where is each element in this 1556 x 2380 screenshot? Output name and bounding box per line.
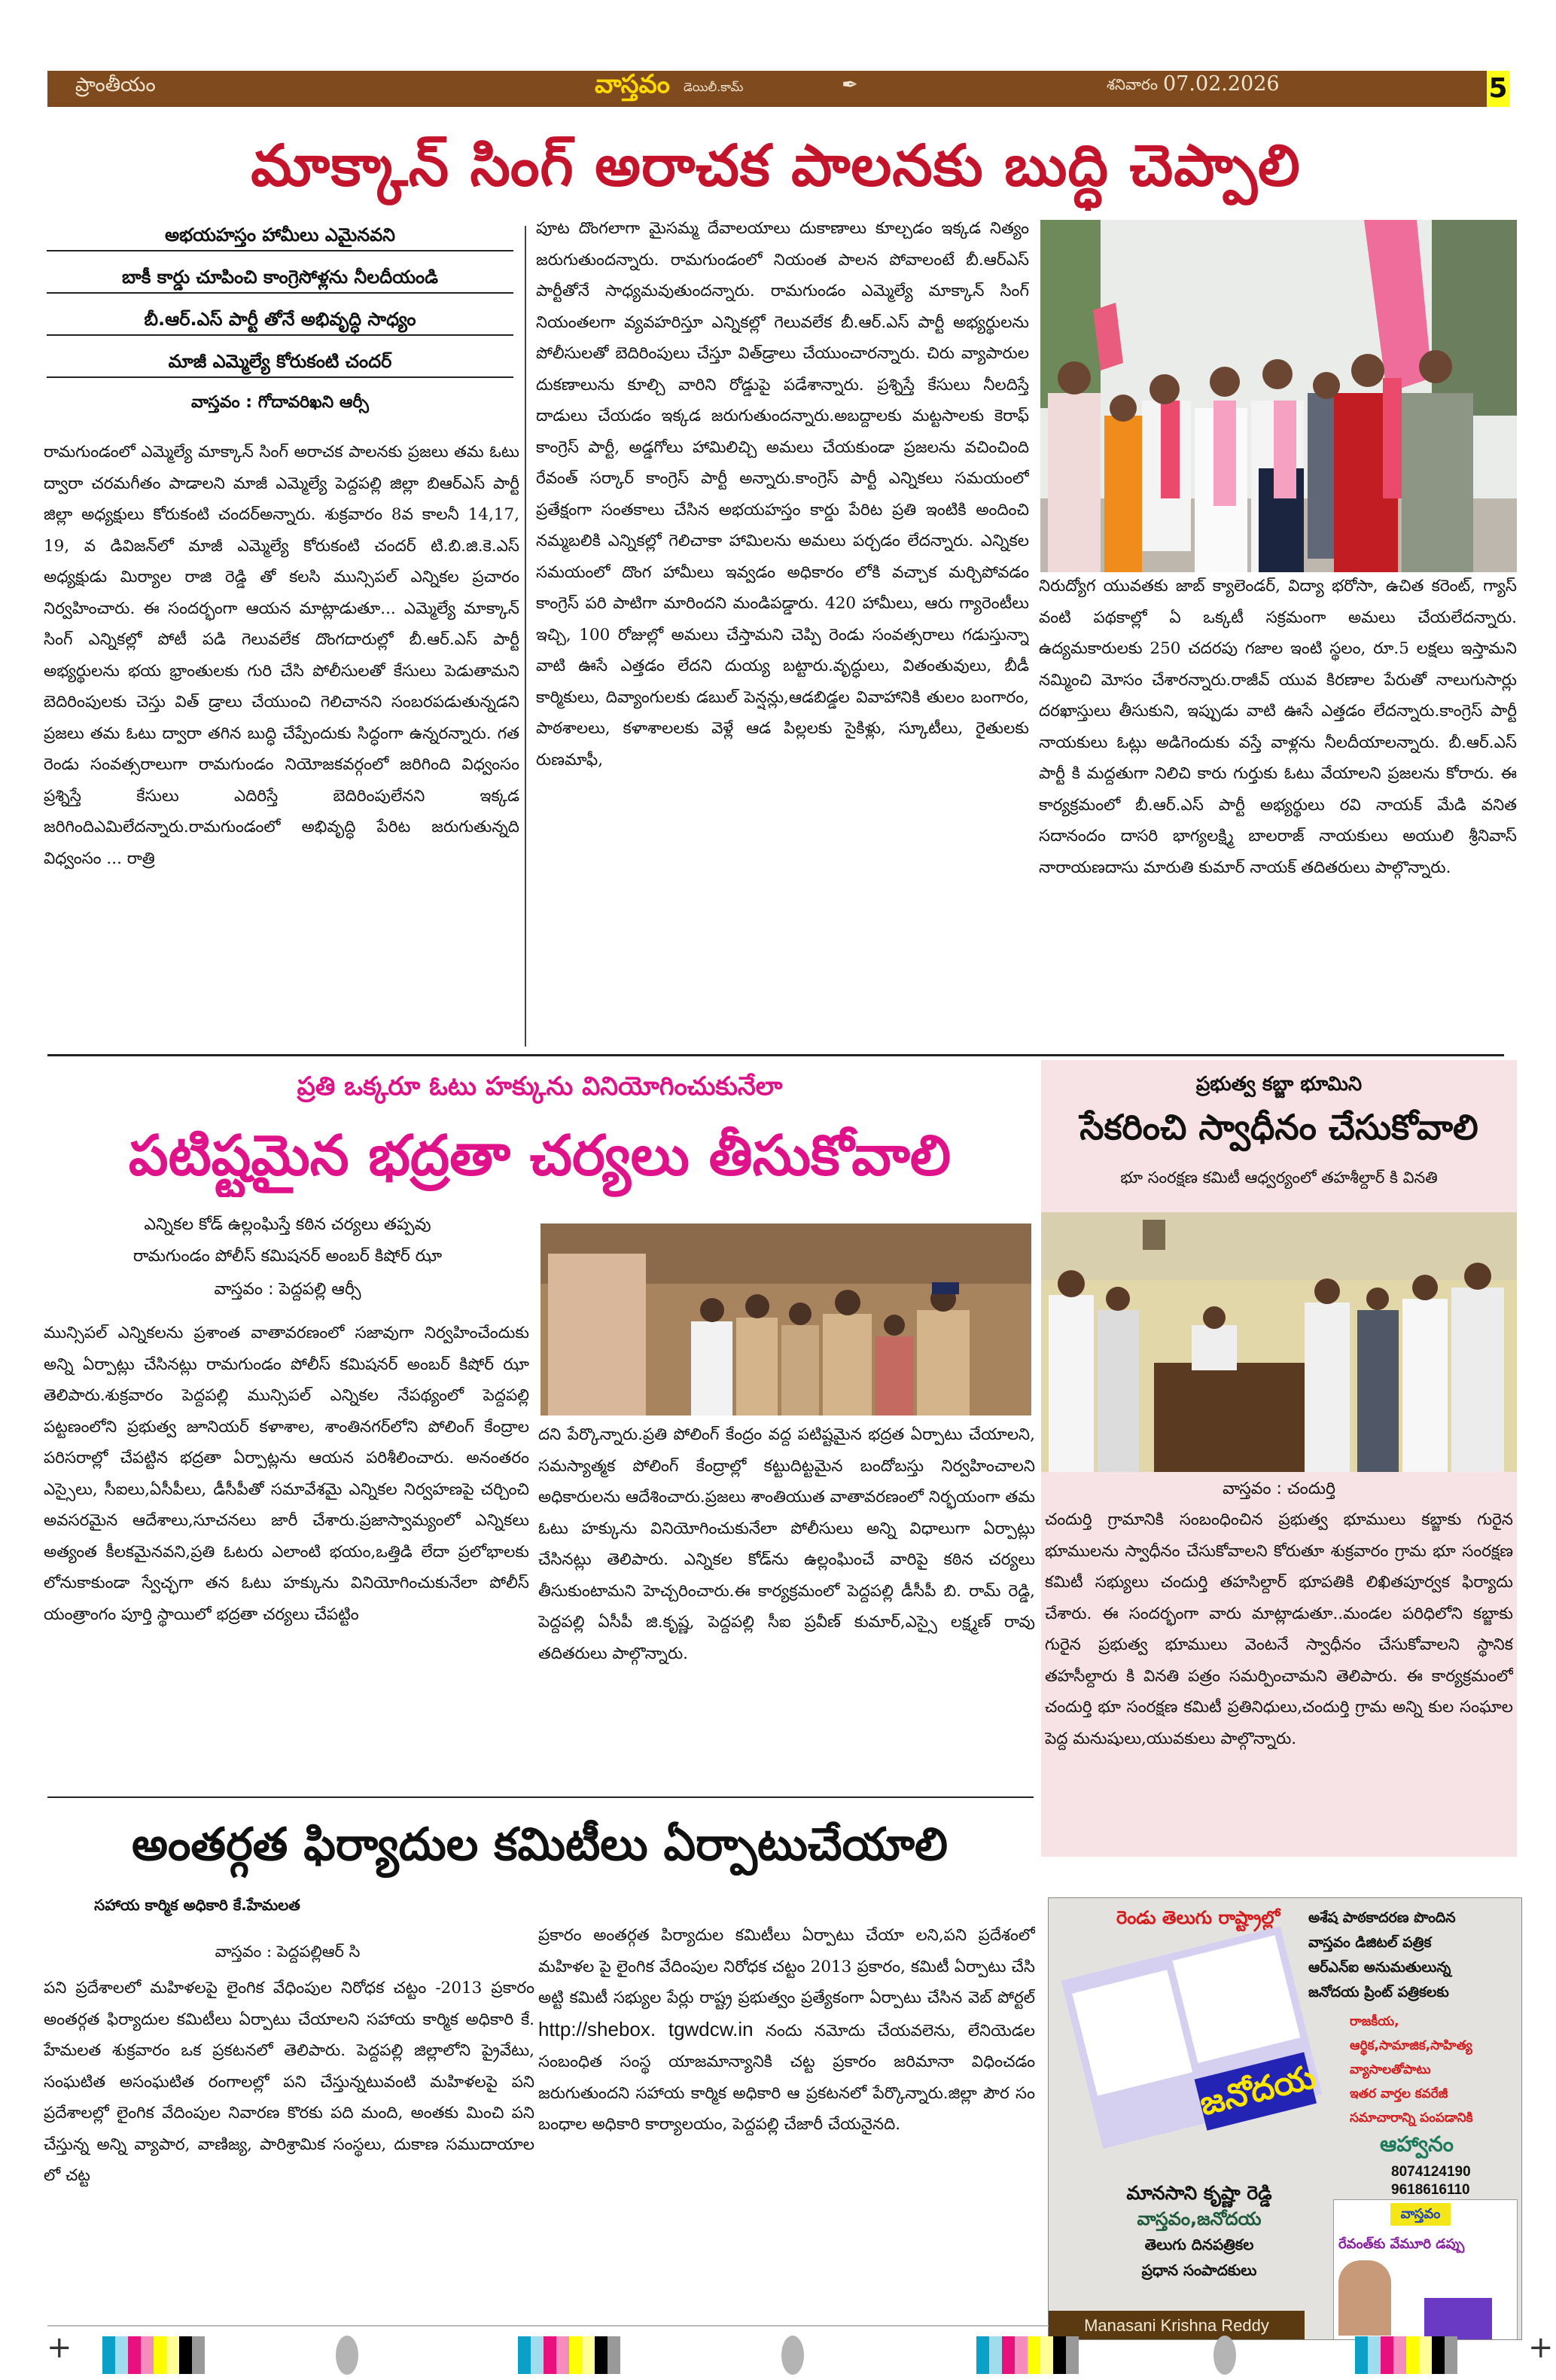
police-photo-graphic [540, 1224, 1031, 1416]
story2-byline: వాస్తవం : పెద్దపల్లి ఆర్సీ [214, 1280, 361, 1299]
newspaper-logo: వాస్తవం [595, 69, 670, 99]
editor-credit [1079, 2180, 1320, 2283]
ad-topics [1350, 2010, 1473, 2130]
story1-column-3: నిరుద్యోగ యువతకు జాబ్ క్యాలెండర్, విద్యా భరోసా, ఉచిత కరెంట్, గ్యాస్ వంటి పథకాల్లో ఏ ఒక్కటీ సక్రమంగా అమలు చేయలేదన్నారు. ఉద్యమకారులకు 250 చదరపు గజాల ఇంటి స్థలం, రూ.5 లక్షలు ఇస్తామని నమ్మించి మోసం చేశారన్నారు.రాజీవ్ యువ కిరణాల పేరుతో నాలుగుసార్లు దరఖాస్తులు తీసుకుని, ఇప్పుడు వాటి ఊసే ఎత్తడం లేదన్నారు.కాంగ్రెస్ పార్టీ నాయకులు ఓట్లు అడిగెందుకు వస్తే వాళ్లను నీలదీయాలన్నారు. బీ.ఆర్.ఎస్ పార్టీ కి మద్దతుగా నిలిచి కారు గుర్తుకు ఓటు వేయాలని ప్రజలను కోరారు. ఈ కార్యక్రమంలో బీ.ఆర్.ఎస్ పార్టీ అభ్యర్థులు రవి నాయక్ మేడి వనిత సదానందం దాసరి భాగ్యలక్ష్మి బాలరాజ్ నాయకులు అయులి శ్రీనివాస్ నారాయణదాసు మారుతి కుమార్ నాయక్ తదితరులు పాల్గొన్నారు. [1039, 577, 1517, 877]
newspaper-logo-sub: డెయిలీ.కామ్ [684, 80, 744, 94]
story3-byline: వాస్తవం : చందుర్తి [1222, 1480, 1336, 1498]
column-divider [525, 226, 526, 1047]
inset-box [1424, 2298, 1492, 2339]
story4-subhead: సహాయ కార్మిక అధికారి కే.హేమలత [94, 1896, 300, 1914]
color-bar [1355, 2336, 1457, 2374]
story1-subhead-4: మాజీ ఎమ్మెల్యే కోరుకంటి చందర్ [47, 346, 513, 378]
ad-topic: రాజకీయ, [1350, 2014, 1399, 2029]
rally-photo-graphic [1040, 220, 1517, 572]
story2-subhead-1: ఎన్నికల కోడ్ ఉల్లంఘిస్తే కఠిన చర్యలు తప్పవు [144, 1215, 431, 1234]
shebox-url[interactable]: http://shebox. tgwdcw.in [538, 2017, 754, 2040]
phone-number[interactable]: 9618616110 [1391, 2182, 1470, 2198]
story1-byline: వాస్తవం : గోదావరిఖని ఆర్సీ [191, 393, 369, 412]
editor-role-1: తెలుగు దినపత్రికల [1144, 2235, 1254, 2254]
registration-oval [1213, 2336, 1236, 2375]
vastavam-inset [1333, 2199, 1518, 2340]
story4-column-2-text: ప్రకారం అంతర్గత పిర్యాదుల కమిటీలు ఏర్పాటు చేయా లని,పని ప్రదేశంలో మహిళల పై లైంగిక వేదింపుల నిరోధక చట్టం 2013 ప్రకారం, కమిటీ ఏర్పాటు చేసి అట్టి కమిటీ సభ్యుల పేర్లు రాష్ట్ర ప్రభుత్వం ప్రత్యేకంగా ఏర్పాటు చేసిన వెబ్ పోర్టల్ [538, 1926, 1035, 2007]
story4-column-2 [538, 1920, 1035, 2289]
phone-number[interactable]: 8074124190 [1391, 2164, 1471, 2180]
ad-line: ఆర్ఎన్ఐ అనుమతులున్న [1308, 1959, 1451, 1976]
masthead-bar [47, 71, 1504, 107]
paper-page-left [1072, 1970, 1192, 2095]
ad-topic: ఇతర వార్తల కవరేజీ [1350, 2086, 1448, 2101]
registration-mark-icon: + [47, 2330, 72, 2365]
color-bar [976, 2336, 1079, 2374]
ad-line: అశేష పాఠకాదరణ పొందిన [1308, 1909, 1456, 1926]
editor-role-2: ప్రధాన సంపాదకులు [1141, 2261, 1257, 2279]
ad-phones [1391, 2163, 1471, 2199]
ad-invite: ఆహ్వానం [1380, 2132, 1454, 2156]
registration-mark-icon: + [1528, 2330, 1554, 2365]
registration-oval [781, 2336, 804, 2375]
story4-byline: వాస్తవం : పెద్దపల్లిఆర్ సి [215, 1943, 361, 1961]
ad-line: జనోదయ ప్రింట్ పత్రికలకు [1308, 1984, 1449, 2001]
story2-headline: పటిష్టమైన భద్రతా చర్యలు తీసుకోవాలి [128, 1123, 952, 1188]
story2-subhead-2: రామగుండం పోలీస్ కమిషనర్ అంబర్ కిషోర్ ఝా [132, 1247, 443, 1266]
section-name: ప్రాంతీయం [75, 74, 156, 96]
ad-description [1308, 1906, 1456, 2005]
rally-photo [1040, 220, 1517, 572]
story1-headline: మాక్కాన్ సింగ్ అరాచక పాలనకు బుద్ధి చెప్పాలి [251, 132, 1301, 199]
paper-page-right [1173, 1935, 1301, 2063]
inset-headline: రేవంత్‌కు వేమూరి డప్పు [1338, 2236, 1465, 2252]
editor-papers: వాస్తవం,జనోదయ [1137, 2208, 1262, 2229]
story3-subhead: భూ సంరక్షణ కమిటీ ఆధ్వర్యంలో తహశీల్దార్ కి వినతి [1120, 1169, 1438, 1187]
story1-subhead-2: బాకీ కార్డు చూపించి కాంగ్రెసోళ్లను నీలదీయండి [47, 262, 513, 294]
ad-topic: సమాచారాన్ని పంపడానికి [1350, 2110, 1473, 2126]
story4-column-2-rest: నందు నమోదు చేయవలెను, లేనియెడల సంబంధిత సంస్థ యాజమాన్యానికి చట్ట ప్రకారం జరిమానా విధించడం జరుగుతుందని సహాయ కార్మిక అధికారి ఆ ప్రకటనలో పేర్కొన్నారు.జిల్లా పౌర సం బంధాల అధికారి కార్యాలయం, పెద్దపల్లి చేజారీ చేయనైనది. [538, 2021, 1035, 2134]
ad-red-heading: రెండు తెలుగు రాష్ట్రాల్లో [1116, 1907, 1280, 1928]
story3-body: చందుర్తి గ్రామానికి సంబంధించిన ప్రభుత్వ భూములు కబ్జాకు గురైన భూములను స్వాధీనం చేసుకోవాలని కోరుతూ శుక్రవారం గ్రామ భూ సంరక్షణ కమిటీ సభ్యులు చందుర్తి తహసిల్దార్ భూపతికి లిఖితపూర్వక ఫిర్యాదు చేశారు. ఈ సందర్భంగా వారు మాట్లాడుతూ..మండల పరిధిలోని కబ్జాకు గురైన ప్రభుత్వ భూములు వెంటనే స్వాధీనం చేసుకోవాలని స్థానిక తహసీల్దారు కి వినతి పత్రం సమర్పించామని తెలిపారు. ఈ కార్యక్రమంలో చందుర్తి భూ సంరక్షణ కమిటీ ప్రతినిధులు,చందుర్తి గ్రామ అన్ని కుల సంఘాల పెద్ద మనుషులు,యువకులు పాల్గొన్నారు. [1045, 1510, 1513, 1748]
section-divider [47, 1054, 1504, 1056]
story1-column-2: పూట దొంగలాగా మైసమ్మ దేవాలయాలు దుకాణాలు కూల్చడం ఇక్కడ నిత్యం జరుగుతుందన్నారు. రామగుండంలో నియంత పాలన పోవాలంటే బీ.ఆర్ఎస్ పార్టీతోనే సాధ్యమవుతుందన్నారు. రామగుండం ఎమ్మెల్యే మాక్కాన్ సింగ్ నియంతలగా వ్యవహరిస్తూ ఎన్నికల్లో గెలువలేక బీ.ఆర్.ఎస్ పార్టీ అభ్యర్థులను పోలీసులతో బెదిరింపులు చేస్తూ విత్‌డ్రాలు చేయుంచారన్నారు. చిరు వ్యాపారుల దుకణాలును కూల్చి వారిని రోడ్డుపై పడేశాన్నారు. ప్రశ్నిస్తే కేసులు నీలదిస్తే దాడులు చేయడం ఇక్కడ జరుగుతుందన్నారు.అబద్దాలకు మట్టసాలకు కెరాఫ్ కాంగ్రెస్ పార్టీ, అడ్డగోలు హామిలిచ్చి అమలు చేయకుండా ప్రజలను వచించింది రేవంత్ సర్కార్ కాంగ్రెస్ పార్టీ అన్నారు.కాంగ్రెస్ పార్టీ ఎన్నికలు సమయంలో ప్రతేక్షంగా సంతకాలు చేసిన అభయహస్తం కార్డు పేరిట ప్రతి ఇంటికి అందించి నమ్మబలికి ఎన్నికల్లో గెలిచాకా హామిలను అమలు పర్చడం లేదన్నారు. ఎన్నికల సమయంలో దొంగ హామీలు ఇవ్వడం అధికారం లోకి వచ్చాక మర్చిపోవడం కాంగ్రెస్ పరి పాటిగా మారిందని మండిపడ్డారు. 420 హామీలు, ఆరు గ్యారెంటీలు ఇచ్చి, 100 రోజుల్లో అమలు చేస్తామని చెప్పి రెండు సంవత్సరాలు గడుస్తున్నా వాటి ఊసే ఎత్తడం లేదని దుయ్య బట్టారు.వృద్ధులు, వితంతువులు, బీడీ కార్మికులు, దివ్యాంగులకు డబుల్ పెన్షన్లు,ఆడబిడ్డల వివాహానికి తులం బంగారం, పాఠశాలలు, కళాశాలలకు వెళ్లే ఆడ పిల్లలకు సైకిళ్లు, స్కూటీలు, రైతులకు రుణమాఫీ, [536, 219, 1029, 769]
story3-headline: సేకరించి స్వాధీనం చేసుకోవాలి [1079, 1107, 1478, 1147]
page-number: 5 [1487, 71, 1509, 107]
ad-line: వాస్తవం డిజిటల్ పత్రిక [1308, 1934, 1432, 1951]
section-divider-2 [47, 1796, 1034, 1798]
story1-subhead-1: అభయహస్తం హామీలు ఎమైనవని [47, 220, 513, 251]
editor-name-en: Manasani Krishna Reddy [1049, 2311, 1305, 2340]
story1-subhead-3: బీ.ఆర్.ఎస్ పార్టీ తోనే అభివృద్ధి సాధ్యం [47, 304, 513, 336]
registration-oval [336, 2336, 358, 2375]
advertisement [1048, 1897, 1522, 2340]
ad-topic: ఆర్థిక,సామాజిక,సాహిత్య [1350, 2038, 1472, 2053]
police-inspection-photo [540, 1224, 1031, 1416]
story2-column-1: మున్సిపల్ ఎన్నికలను ప్రశాంత వాతావరణంలో సజావుగా నిర్వహించేందుకు అన్ని ఏర్పాట్లు చేసినట్లు రామగుండం పోలీస్ కమిషనర్ అంబర్ కిషోర్ ఝా తెలిపారు.శుక్రవారం పెద్దపల్లి మున్సిపల్ ఎన్నికల నేపథ్యంలో పెద్దపల్లి పట్టణంలోని ప్రభుత్వ జూనియర్ కళాశాల, శాంతినగర్‌లోని పోలింగ్ కేంద్రాల పరిసరాల్లో చేపట్టిన భద్రతా ఏర్పాట్లను ఆయన పరిశీలించారు. అనంతరం ఎస్సైలు, సీఐలు,ఏసీపీలు, డీసీపీతో సమావేశమై ఎన్నికల నిర్వహణపై చర్చించి అవసరమైన ఆదేశాలు,సూచనలు జారీ చేశారు.ప్రజాస్వామ్యంలో ఎన్నికలు అత్యంత కీలకమైనవని,ప్రతి ఓటరు ఎలాంటి భయం,ఒత్తిడి లేదా ప్రలోభాలకు లోనుకాకుండా స్వేచ్ఛగా తన ఓటు హక్కును వినియోగించుకునేలా పోలీస్ యంత్రాంగం పూర్తి స్థాయిలో భద్రతా చర్యలు చేపట్టిం [44, 1324, 529, 1624]
inset-portrait [1338, 2260, 1391, 2336]
day-label: శనివారం [1107, 75, 1158, 93]
ad-topic: వ్యాసాలతోపాటు [1350, 2062, 1431, 2077]
story4-headline: అంతర్గత ఫిర్యాదుల కమిటీలు ఏర్పాటుచేయాలి [132, 1818, 948, 1871]
paper-mockup [1061, 1926, 1323, 2149]
color-bar [102, 2336, 205, 2374]
petition-photo [1041, 1212, 1517, 1472]
story2-kicker: ప్రతి ఒక్కరూ ఓటు హక్కును వినియోగించుకునేలా [297, 1071, 783, 1102]
color-bar [518, 2336, 620, 2374]
footer-rule [47, 2325, 1049, 2327]
issue-date: 07.02.2026 [1163, 72, 1280, 96]
story3-kicker: ప్రభుత్వ కబ్జా భూమిని [1195, 1073, 1363, 1096]
editor-name-te: మానసాని కృష్ణా రెడ్డి [1126, 2182, 1272, 2204]
janodaya-logo: జనోదయ [1195, 2052, 1317, 2130]
story2-column-2: దని పేర్కొన్నారు.ప్రతి పోలింగ్ కేంద్రం వద్ద పటిష్టమైన భద్రత ఏర్పాటు చేయాలని, సమస్యాత్మక పోలింగ్ కేంద్రాల్లో కట్టుదిట్టమైన బందోబస్తు నిర్వహించాలని అధికారులను ఆదేశించారు.ప్రజలు శాంతియుత వాతావరణంలో నిర్భయంగా తమ ఓటు హక్కును వినియోగించుకునేలా పోలీసులు అన్ని విధాలుగా ఏర్పాట్లు చేసినట్లు తెలిపారు. ఎన్నికల కోడ్‌ను ఉల్లంఘించే వారిపై కఠిన చర్యలు తీసుకుంటామని హెచ్చరించారు.ఈ కార్యక్రమంలో పెద్దపల్లి డీసీపీ బి. రామ్ రెడ్డి, పెద్దపల్లి ఏసీపీ జి.కృష్ణ, పెద్దపల్లి సీఐ ప్రవీణ్ కుమార్,ఎస్సై లక్ష్మణ్ రావు తదితరులు పాల్గొన్నారు. [538, 1425, 1035, 1663]
petition-photo-graphic [1041, 1212, 1517, 1472]
story1-column-1: రామగుండంలో ఎమ్మెల్యే మాక్కాన్ సింగ్ అరాచక పాలనకు ప్రజలు తమ ఓటు ద్వారా చరమగీతం పాడాలని మాజీ ఎమ్మెల్యే పెద్దపల్లి జిల్లా బిఆర్ఎస్ పార్టీ జిల్లా అధ్యక్షులు కోరుకంటి చందర్అన్నారు. శుక్రవారం 8వ కాలనీ 14,17, 19, వ డివిజన్‌లో మాజీ ఎమ్మెల్యే కోరుకంటి చందర్ టి.బి.జి.కె.ఎస్ అధ్యక్షుడు మిర్యాల రాజి రెడ్డి తో కలసి మున్సిపల్ ఎన్నికల ప్రచారం నిర్వహించారు. ఈ సందర్భంగా ఆయన మాట్లాడుతూ... ఎమ్మెల్యే మాక్కాన్ సింగ్ ఎన్నికల్లో పోటీ పడి గెలువలేక దొంగదారుల్లో బీ.ఆర్.ఎస్ పార్టీ అభ్యర్థులను భయ భ్రాంతులకు గురి చేసి పోలీసులతో కేసులు పెడుతామని బెదిరింపులకు చెస్తు విత్ డ్రాలు చేయుంచి గెలిచానని సంబరపడుతున్నడని ప్రజలు తమ ఓటు ద్వారా తగిన బుద్ధి చేప్పేందుకు సిద్ధంగా ఉన్నరన్నారు. గత రెండు సంవత్సరాలుగా రామగుండం నియోజకవర్గంలో జరిగింది విధ్వంసం ప్రశ్నిస్తే కేసులు ఎదిరిస్తే బెదిరింపులేనని ఇక్కడ జరిగిందిఎమిలేదన్నారు.రామగుండంలో అభివృద్ధి పేరిట జరుగుతున్నది విధ్వంసం ... రాత్రి [44, 443, 519, 868]
quill-icon: ✒ [842, 74, 858, 96]
vastavam-inset-logo: వాస్తవం [1390, 2203, 1451, 2226]
story4-column-1: పని ప్రదేశాలలో మహిళలపై లైంగిక వేధింపుల నిరోధక చట్టం -2013 ప్రకారం అంతర్గత ఫిర్యాదుల కమిటీలు ఏర్పాటు చేయాలని సహాయ కార్మిక అధికారి కే. హేమలత శుక్రవారం ఒక ప్రకటనలో తెలిపారు. పెద్దపల్లి జిల్లాలోని ప్రైవేటు, సంఘటిత అసంఘటిత రంగాలల్లో పని చేస్తున్నటువంటి మహిళలపై పని ప్రదేశాలల్లో లైంగిక వేదింపుల నివారణ కొరకు పది మంది, అంతకు మించి పని చేస్తున్న అన్ని వ్యాపార, వాణిజ్య, పారిశ్రామిక సంస్థలు, దుకాణ సముదాయాల లో చట్ట [44, 1979, 534, 2185]
